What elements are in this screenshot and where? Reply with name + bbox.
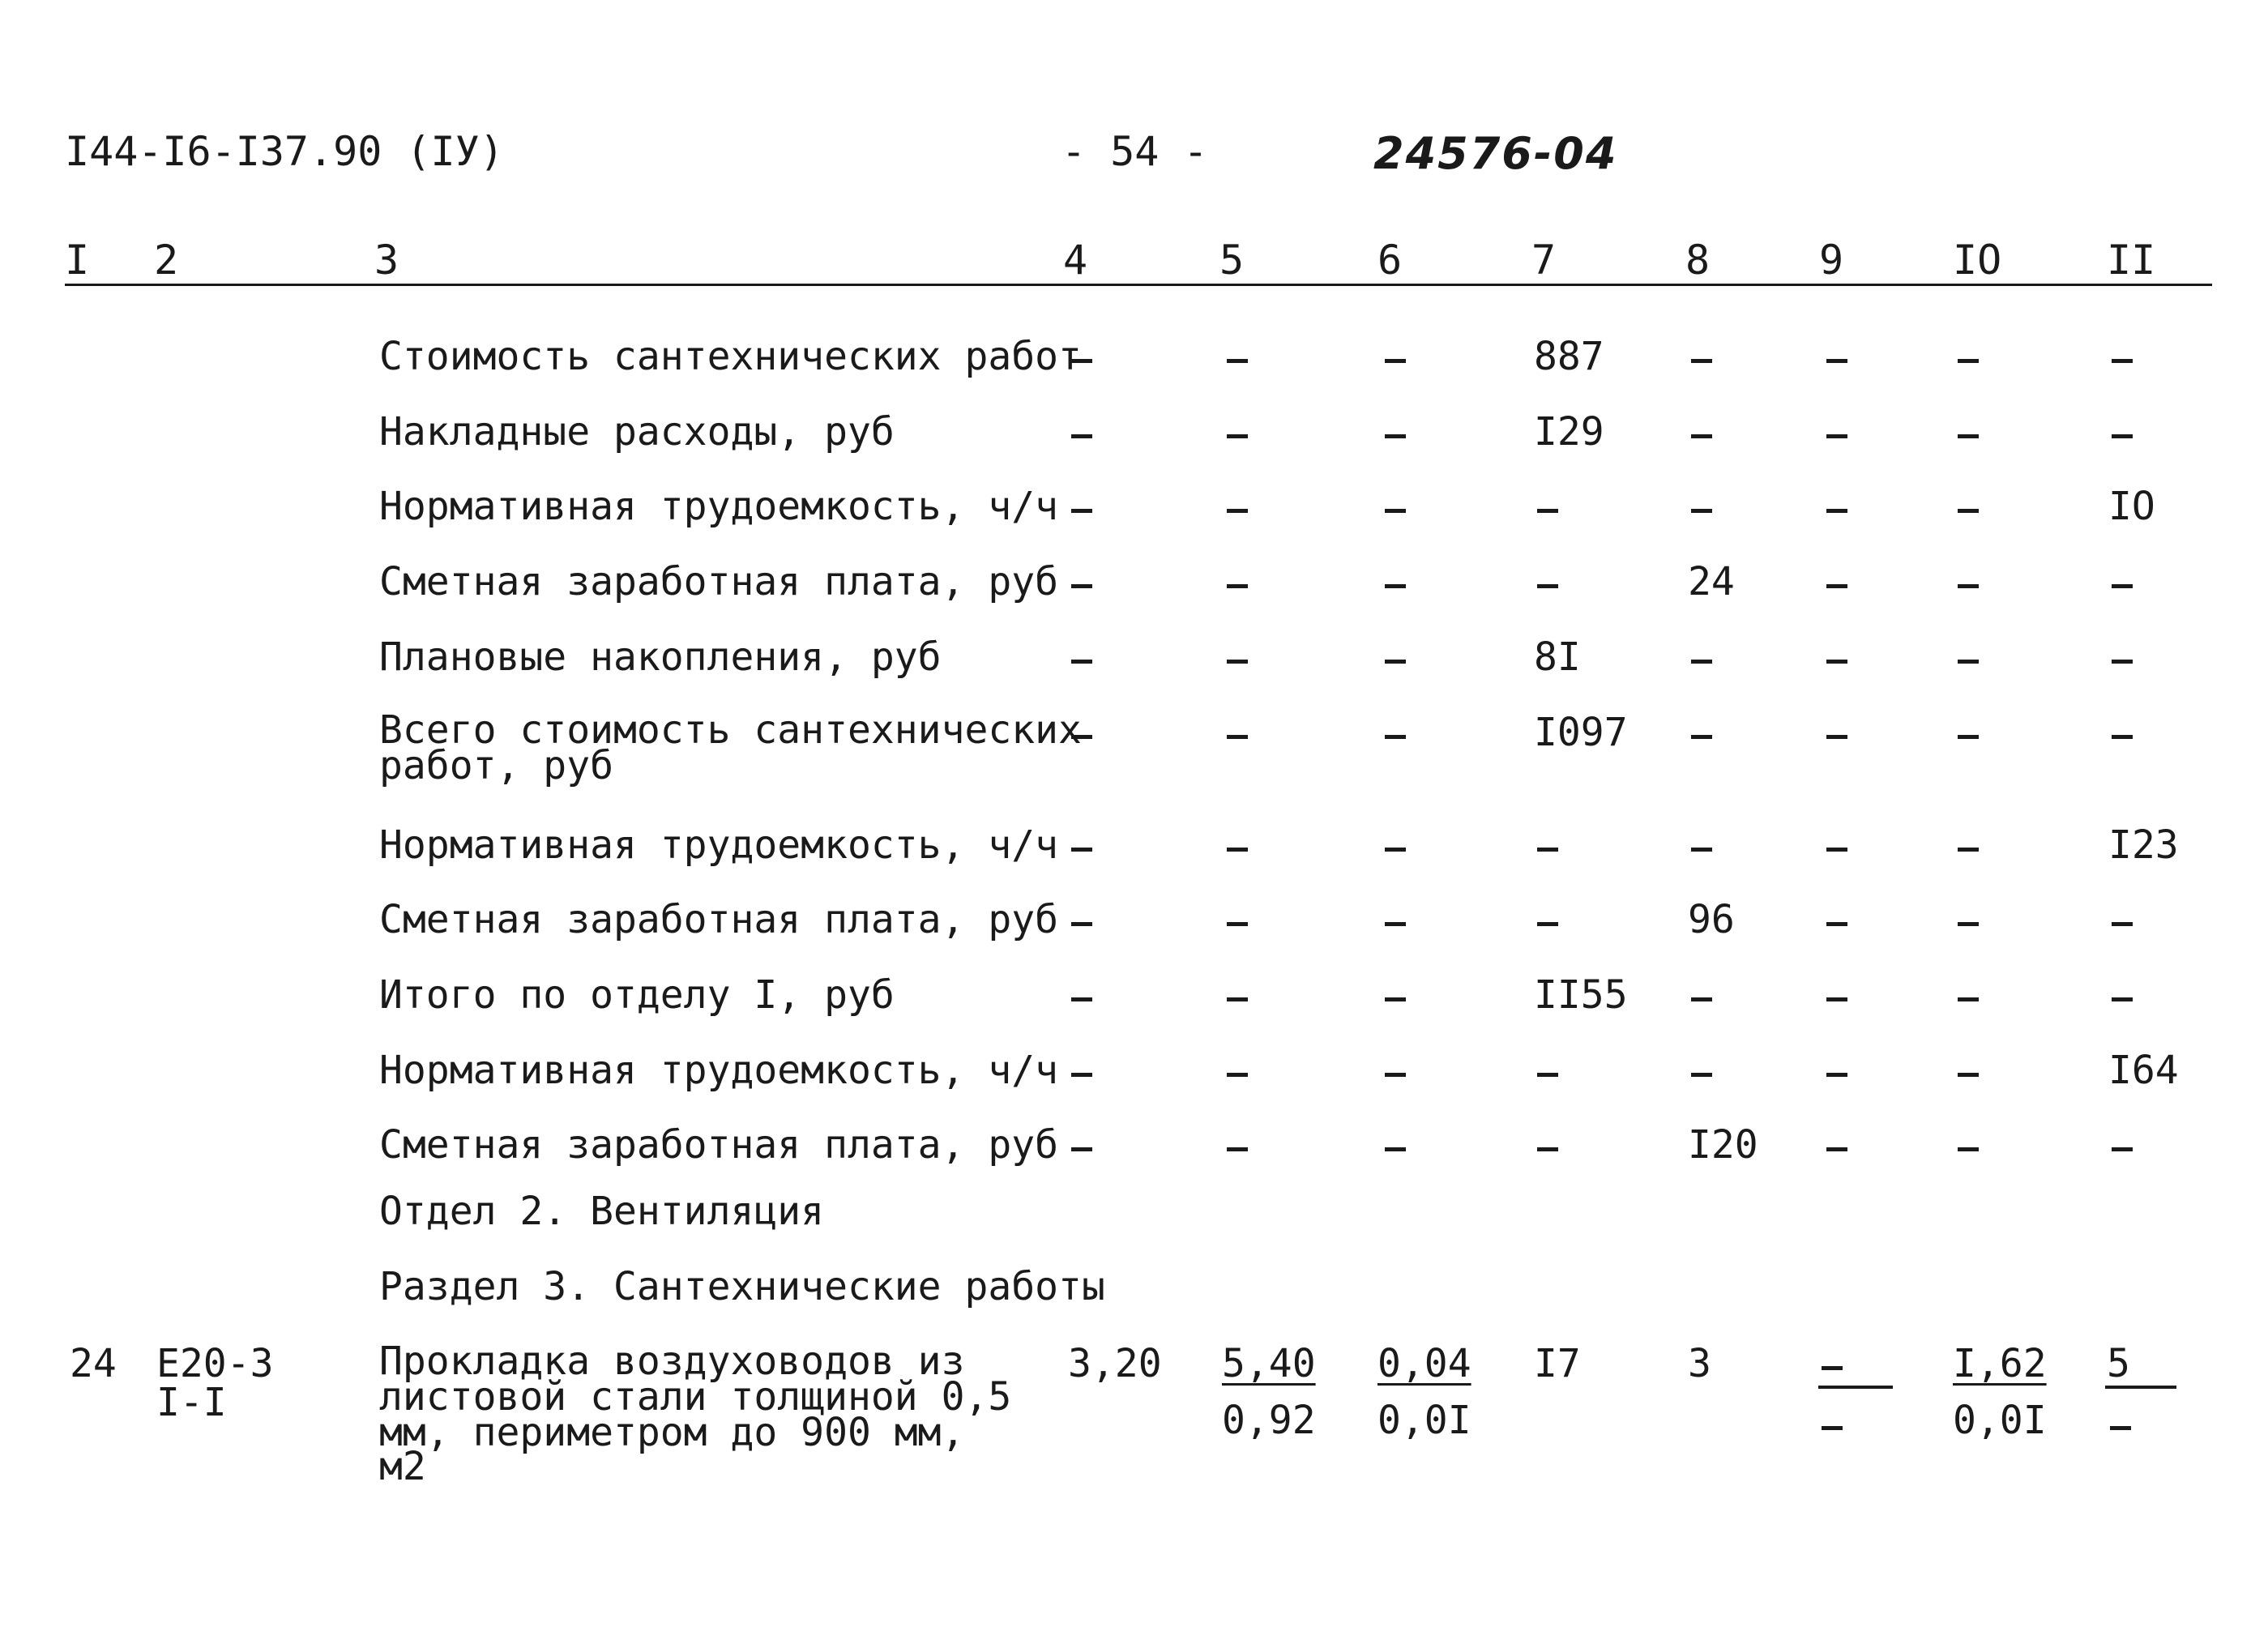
cell-dash-c9 [1826,735,1847,739]
cell-dash-c6 [1385,509,1406,513]
column-number-8: 8 [1685,237,1711,284]
cell-dash-c4 [1071,359,1092,363]
cell-dash-c7 [1537,1073,1558,1077]
cell-dash-c6 [1385,735,1406,739]
item-col5-bottom: 0,92 [1222,1398,1316,1443]
subsection-heading: Раздел 3. Сантехнические работы [379,1264,1105,1309]
cell-dash-c10 [1958,660,1979,664]
cell-dash-c5 [1227,434,1248,438]
cell-dash-c9 [1826,509,1847,513]
cell-dash-c7 [1537,848,1558,852]
cell-dash-c6 [1385,848,1406,852]
cell-dash-c4 [1071,848,1092,852]
cell-dash-c8 [1691,1073,1712,1077]
row-description-continued: работ, руб [379,743,613,788]
cell-dash-c9 [1826,848,1847,852]
cell-dash-c7 [1537,922,1558,926]
cell-dash-c4 [1071,735,1092,739]
cell-dash-c9 [1826,997,1847,1001]
cell-dash-c10 [1958,997,1979,1001]
handwritten-stamp: 24576-04 [1373,128,1618,179]
item-col11-bottom [2110,1426,2131,1430]
page-number: - 54 - [1061,128,1208,175]
column-number-4: 4 [1063,237,1088,284]
cell-dash-c9 [1826,584,1847,588]
cell-dash-c4 [1071,1073,1092,1077]
cell-dash-c5 [1227,660,1248,664]
row-description: Сметная заработная плата, руб [379,559,1059,604]
cell-dash-c8 [1691,997,1712,1001]
cell-value-c8: 24 [1688,559,1735,604]
cell-dash-c4 [1071,922,1092,926]
item-code: Е20-3 [156,1341,274,1386]
column-number-9: 9 [1819,237,1844,284]
item-number: 24 [70,1341,117,1386]
cell-dash-c4 [1071,660,1092,664]
cell-dash-c8 [1691,509,1712,513]
cell-dash-c11 [2112,434,2133,438]
item-col7: I7 [1534,1341,1581,1386]
cell-dash-c5 [1227,509,1248,513]
cell-value-c11: I64 [2108,1048,2179,1093]
cell-value-c7: 887 [1534,334,1604,379]
item-col11-underline [2105,1386,2176,1389]
cell-dash-c6 [1385,434,1406,438]
cell-dash-c6 [1385,584,1406,588]
cell-dash-c9 [1826,434,1847,438]
cell-dash-c4 [1071,509,1092,513]
cell-dash-c8 [1691,848,1712,852]
cell-dash-c6 [1385,922,1406,926]
row-description: Стоимость сантехнических работ [379,334,1082,379]
cell-dash-c6 [1385,359,1406,363]
cell-value-c7: II55 [1534,972,1628,1018]
item-description-line4: м2 [379,1444,426,1489]
cell-dash-c11 [2112,997,2133,1001]
row-description: Итого по отделу I, руб [379,972,895,1018]
cell-value-c7: 8I [1534,634,1581,680]
cell-dash-c11 [2112,584,2133,588]
column-number-7: 7 [1531,237,1557,284]
cell-dash-c10 [1958,509,1979,513]
cell-dash-c7 [1537,1147,1558,1151]
column-number-10: IO [1953,237,2002,284]
cell-dash-c6 [1385,660,1406,664]
item-description-line1: Прокладка воздуховодов из [379,1339,965,1384]
item-description-line2: листовой стали толщиной 0,5 [379,1374,1012,1420]
cell-dash-c9 [1826,1073,1847,1077]
cell-dash-c10 [1958,922,1979,926]
row-description: Всего стоимость сантехнических [379,707,1082,753]
column-number-3: 3 [374,237,399,284]
cell-dash-c10 [1958,735,1979,739]
cell-dash-c5 [1227,1147,1248,1151]
cell-dash-c11 [2112,359,2133,363]
cell-dash-c9 [1826,922,1847,926]
column-number-2: 2 [154,237,179,284]
cell-dash-c5 [1227,584,1248,588]
column-number-11: II [2107,237,2156,284]
item-col11-top: 5 [2107,1341,2130,1386]
item-code-sub: I-I [156,1380,227,1425]
cell-dash-c6 [1385,1073,1406,1077]
cell-dash-c11 [2112,660,2133,664]
document-code: I44-I6-I37.90 (IУ) [65,128,504,175]
cell-dash-c7 [1537,584,1558,588]
cell-value-c8: I20 [1688,1122,1758,1168]
cell-dash-c8 [1691,359,1712,363]
item-col10-top: I,62 [1953,1341,2047,1386]
item-col8: 3 [1688,1341,1711,1386]
row-description: Нормативная трудоемкость, ч/ч [379,484,1059,529]
cell-dash-c4 [1071,997,1092,1001]
cell-dash-c5 [1227,359,1248,363]
cell-dash-c9 [1826,1147,1847,1151]
cell-dash-c5 [1227,997,1248,1001]
cell-dash-c6 [1385,997,1406,1001]
cell-dash-c5 [1227,735,1248,739]
cell-value-c8: 96 [1688,897,1735,942]
cell-dash-c10 [1958,1147,1979,1151]
row-description: Нормативная трудоемкость, ч/ч [379,1048,1059,1093]
cell-dash-c5 [1227,1073,1248,1077]
cell-dash-c4 [1071,1147,1092,1151]
cell-dash-c10 [1958,848,1979,852]
cell-dash-c5 [1227,848,1248,852]
cell-dash-c11 [2112,735,2133,739]
cell-dash-c8 [1691,735,1712,739]
row-description: Сметная заработная плата, руб [379,1122,1059,1168]
column-number-5: 5 [1219,237,1245,284]
cell-value-c7: I097 [1534,710,1628,755]
cell-dash-c9 [1826,660,1847,664]
cell-dash-c8 [1691,660,1712,664]
item-col6-top: 0,04 [1377,1341,1471,1386]
cell-dash-c4 [1071,434,1092,438]
cell-value-c11: IO [2108,484,2155,529]
cell-dash-c8 [1691,434,1712,438]
item-col9-bottom [1822,1426,1843,1430]
item-col10-bottom: 0,0I [1953,1398,2047,1443]
cell-dash-c11 [2112,922,2133,926]
header-rule [65,284,2212,286]
cell-dash-c7 [1537,509,1558,513]
column-number-6: 6 [1377,237,1403,284]
cell-dash-c11 [2112,1147,2133,1151]
cell-dash-c10 [1958,359,1979,363]
cell-dash-c5 [1227,922,1248,926]
cell-dash-c9 [1826,359,1847,363]
item-col9-underline [1818,1386,1893,1389]
row-description: Нормативная трудоемкость, ч/ч [379,822,1059,868]
row-description: Плановые накопления, руб [379,634,942,680]
cell-dash-c6 [1385,1147,1406,1151]
column-number-1: I [65,237,90,284]
cell-value-c11: I23 [2108,822,2179,868]
row-description: Сметная заработная плата, руб [379,897,1059,942]
cell-dash-c10 [1958,584,1979,588]
cell-dash-c4 [1071,584,1092,588]
item-col6-bottom: 0,0I [1377,1398,1471,1443]
row-description: Накладные расходы, руб [379,409,895,455]
cell-dash-c10 [1958,1073,1979,1077]
item-description-line3: мм, периметром до 900 мм, [379,1410,965,1455]
item-col9-top [1822,1366,1843,1370]
cell-value-c7: I29 [1534,409,1604,455]
item-col5-top: 5,40 [1222,1341,1316,1386]
item-col4: 3,20 [1068,1341,1162,1386]
section-heading: Отдел 2. Вентиляция [379,1189,825,1234]
cell-dash-c10 [1958,434,1979,438]
